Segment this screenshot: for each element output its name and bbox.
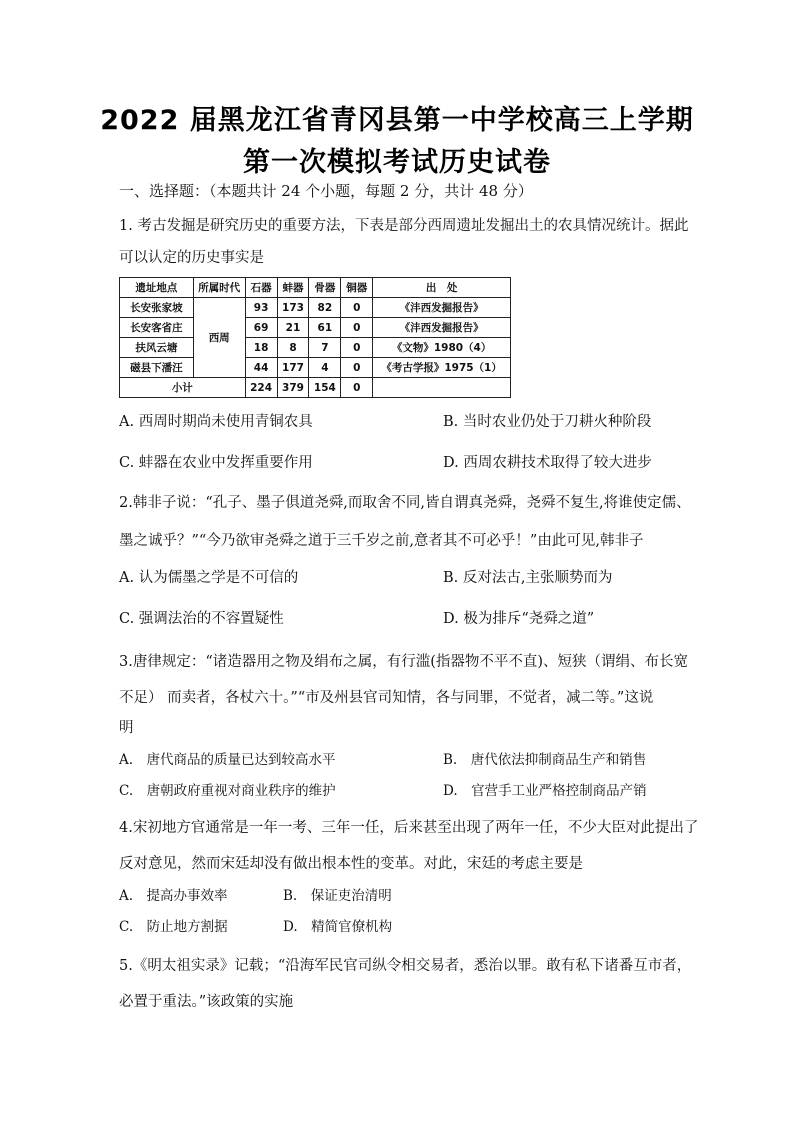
table-header-cell: 出 处: [373, 278, 511, 298]
q1-stem-line2: 可以认定的历史事实是: [119, 250, 264, 266]
q5-stem-line2: 必置于重法。”该政策的实施: [119, 994, 294, 1010]
table-cell: 0: [341, 378, 373, 398]
table-cell: 7: [309, 338, 341, 358]
table-cell: 《考古学报》1975（1）: [373, 358, 511, 378]
table-header-cell: 铜器: [341, 278, 373, 298]
q4-option-d[interactable]: D. 精简官僚机构: [283, 919, 393, 935]
table-cell-empty: [373, 378, 511, 398]
q1-option-d[interactable]: D. 西周农耕技术取得了较大进步: [443, 455, 652, 471]
exam-title-line1: 2022 届黑龙江省青冈县第一中学校高三上学期: [100, 105, 694, 136]
table-cell: 61: [309, 318, 341, 338]
q4-option-b[interactable]: B. 保证吏治清明: [283, 888, 392, 904]
q4-option-a[interactable]: A. 提高办事效率: [119, 888, 228, 904]
q3-option-d[interactable]: D. 官营手工业严格控制商品产销: [443, 783, 647, 799]
table-cell: 82: [309, 298, 341, 318]
table-header-cell: 骨器: [309, 278, 341, 298]
q2-option-a[interactable]: A. 认为儒墨之学是不可信的: [119, 570, 299, 586]
q2-option-c[interactable]: C. 强调法治的不容置疑性: [119, 611, 284, 627]
q3-stem-line1: 3.唐律规定：“诸造器用之物及绢布之属，有行滥(指器物不平不直)、短狭（谓绢、布长宽: [119, 654, 689, 670]
q1-option-c[interactable]: C. 蚌器在农业中发挥重要作用: [119, 455, 313, 471]
table-cell: 长安张家坡: [120, 298, 194, 318]
table-cell: 《沣西发掘报告》: [373, 318, 511, 338]
table-cell: 154: [309, 378, 341, 398]
q3-stem-line2: 不足） 而卖者，各杖六十。”“市及州县官司知情，各与同罪，不觉者，减二等。”这说: [119, 690, 654, 706]
table-cell: 93: [245, 298, 277, 318]
q4-stem-line2: 反对意见，然而宋廷却没有做出根本性的变革。对此，宋廷的考虑主要是: [119, 856, 583, 872]
table-cell: 小计: [120, 378, 246, 398]
table-header-cell: 石器: [245, 278, 277, 298]
table-cell: 69: [245, 318, 277, 338]
table-cell: 磁县下潘汪: [120, 358, 194, 378]
q2-stem-line1: 2.韩非子说：“孔子、墨子俱道尧舜,而取舍不同,皆自谓真尧舜，尧舜不复生,将谁使定儒、: [119, 495, 691, 511]
table-row: [120, 318, 511, 338]
exam-title-line2: 第一次模拟考试历史试卷: [243, 147, 551, 178]
q1-option-a[interactable]: A. 西周时期尚未使用青铜农具: [119, 414, 313, 430]
table-cell-era: 西周: [193, 298, 245, 378]
table-cell: 0: [341, 318, 373, 338]
q3-stem-line3: 明: [119, 720, 134, 736]
table-cell: 扶风云塘: [120, 338, 194, 358]
table-cell: 224: [245, 378, 277, 398]
q2-option-d[interactable]: D. 极为排斥“尧舜之道”: [443, 611, 595, 627]
q4-option-c[interactable]: C. 防止地方割据: [119, 919, 228, 935]
q1-artifact-table: [119, 277, 511, 398]
q1-stem-line1: 1. 考古发掘是研究历史的重要方法，下表是部分西周遗址发掘出土的农具情况统计。据此: [119, 218, 689, 234]
table-cell: 0: [341, 358, 373, 378]
table-cell: 0: [341, 338, 373, 358]
table-cell: 18: [245, 338, 277, 358]
table-cell: 0: [341, 298, 373, 318]
q2-stem-line2: 墨之诚乎？”“今乃欲审尧舜之道于三千岁之前,意者其不可必乎！”由此可见,韩非子: [119, 533, 644, 549]
q3-option-a[interactable]: A. 唐代商品的质量已达到较高水平: [119, 752, 336, 768]
table-total-row: [120, 378, 511, 398]
q3-option-c[interactable]: C. 唐朝政府重视对商业秩序的维护: [119, 783, 336, 799]
table-header-row: [120, 278, 511, 298]
table-row: [120, 298, 511, 318]
table-row: [120, 338, 511, 358]
q4-stem-line1: 4.宋初地方官通常是一年一考、三年一任，后来甚至出现了两年一任，不少大臣对此提出了: [119, 820, 699, 836]
table-cell: 44: [245, 358, 277, 378]
table-cell: 8: [277, 338, 309, 358]
q3-option-b[interactable]: B. 唐代依法抑制商品生产和销售: [443, 752, 647, 768]
table-header-cell: 蚌器: [277, 278, 309, 298]
table-header-cell: 遗址地点: [120, 278, 194, 298]
table-header-cell: 所属时代: [193, 278, 245, 298]
table-row: [120, 358, 511, 378]
table-cell: 21: [277, 318, 309, 338]
q5-stem-line1: 5.《明太祖实录》记载；“沿海军民官司纵令相交易者，悉治以罪。敢有私下诸番互市者，: [119, 958, 692, 974]
table-cell: 长安客省庄: [120, 318, 194, 338]
table-cell: 173: [277, 298, 309, 318]
table-cell: 4: [309, 358, 341, 378]
table-cell: 177: [277, 358, 309, 378]
table-cell: 《文物》1980（4）: [373, 338, 511, 358]
table-cell: 379: [277, 378, 309, 398]
section-heading: 一、选择题：（本题共计 24 个小题，每题 2 分，共计 48 分）: [119, 182, 533, 200]
table-cell: 《沣西发掘报告》: [373, 298, 511, 318]
q2-option-b[interactable]: B. 反对法古,主张顺势而为: [443, 570, 613, 586]
q1-option-b[interactable]: B. 当时农业仍处于刀耕火种阶段: [443, 414, 652, 430]
